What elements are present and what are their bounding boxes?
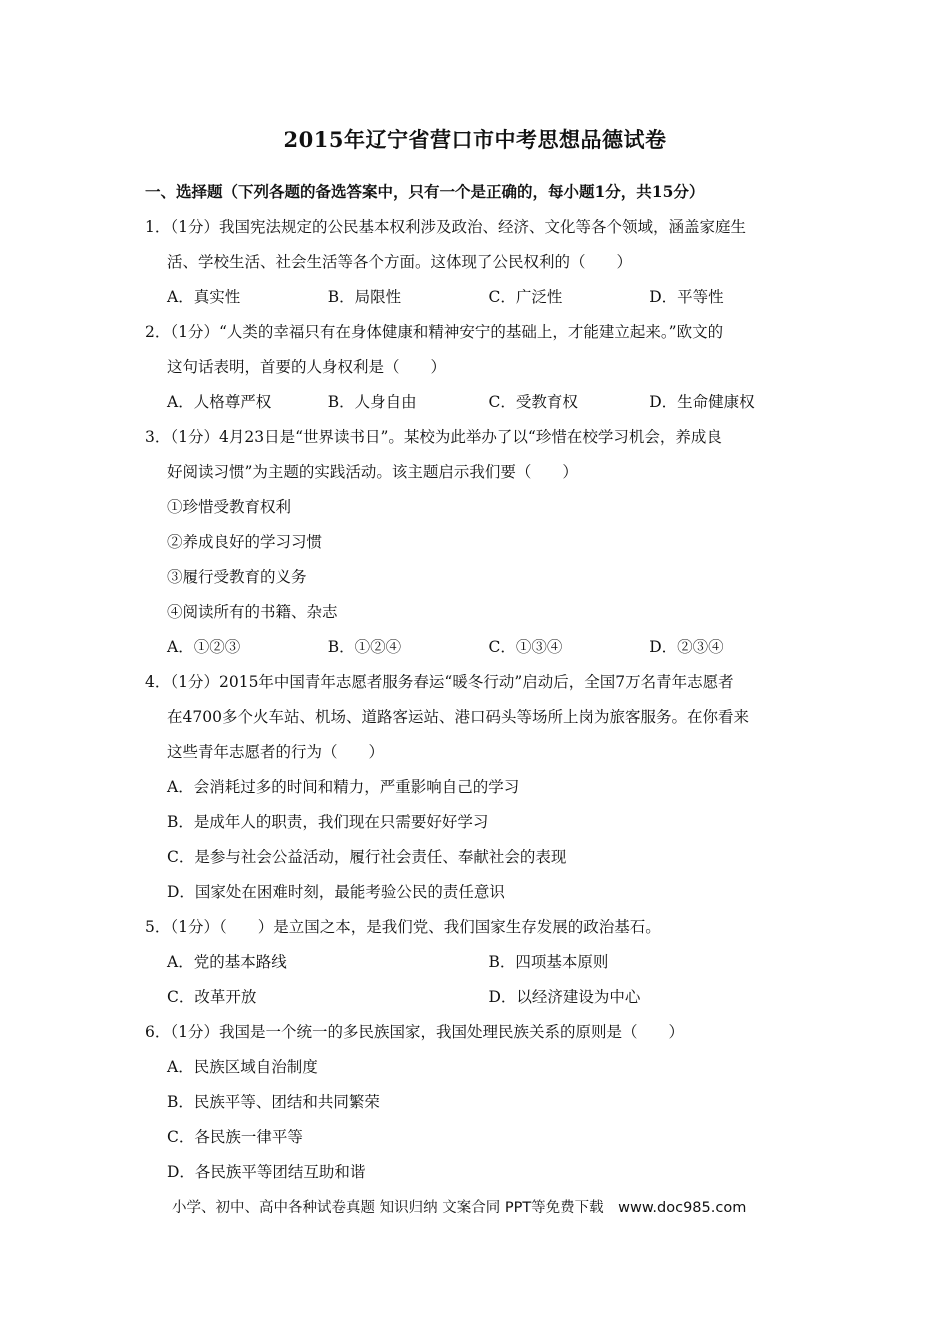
option-a[interactable]: A．①②③ — [167, 638, 241, 656]
option-d[interactable]: D．生命健康权 — [649, 393, 755, 411]
statement-item-3: ③履行受教育的义务 — [167, 568, 307, 586]
question-6 — [145, 1019, 810, 1194]
option-a[interactable]: A．人格尊严权 — [167, 393, 272, 411]
stem-line: （1分）4月23日是“世界读书日”。某校为此举办了以“珍惜在校学习机会，养成良 — [170, 428, 722, 446]
option-d[interactable]: D．各民族平等团结互助和谐 — [167, 1163, 366, 1181]
stem-line: 这些青年志愿者的行为（ ） — [167, 743, 385, 761]
section-heading: 一、选择题（下列各题的备选答案中，只有一个是正确的，每小题1分，共15分） — [145, 182, 705, 201]
option-a[interactable]: A．民族区域自治制度 — [167, 1058, 318, 1076]
option-c[interactable]: C．①③④ — [488, 638, 563, 656]
question-number: 4． — [145, 673, 171, 691]
option-c[interactable]: C．受教育权 — [488, 393, 578, 411]
question-number: 2． — [145, 323, 171, 341]
question-stem — [145, 424, 810, 459]
option-b[interactable]: B．是成年人的职责，我们现在只需要好好学习 — [167, 813, 489, 831]
option-c[interactable]: C．各民族一律平等 — [167, 1128, 303, 1146]
option-d[interactable]: D．国家处在困难时刻，最能考验公民的责任意识 — [167, 883, 505, 901]
stem-line: 在4700多个火车站、机场、道路客运站、港口码头等场所上岗为旅客服务。在你看来 — [167, 708, 749, 726]
option-b[interactable]: B．①②④ — [327, 638, 402, 656]
question-number: 3． — [145, 428, 171, 446]
option-row — [145, 634, 810, 669]
option-b[interactable]: B．人身自由 — [327, 393, 417, 411]
question-stem — [145, 914, 810, 949]
question-list — [145, 214, 810, 1194]
option-d[interactable]: D．以经济建设为中心 — [488, 988, 641, 1006]
page-title: 2015年辽宁省营口市中考思想品德试卷 — [283, 127, 667, 152]
option-row — [145, 284, 810, 319]
stem-line: （1分）“人类的幸福只有在身体健康和精神安宁的基础上，才能建立起来。”欧文的 — [170, 323, 724, 341]
question-4 — [145, 669, 810, 914]
question-number: 1． — [145, 218, 171, 236]
question-stem — [145, 1019, 810, 1054]
question-1 — [145, 214, 810, 319]
option-b[interactable]: B．四项基本原则 — [488, 953, 609, 971]
stem-line: （1分）我国是一个统一的多民族国家，我国处理民族关系的原则是（ ） — [170, 1023, 684, 1041]
footer-watermark-text: 小学、初中、高中各种试卷真题 知识归纳 文案合同 PPT等免费下载 www.doc985.com — [172, 1200, 747, 1216]
question-2 — [145, 319, 810, 424]
statement-item-2: ②养成良好的学习习惯 — [167, 533, 323, 551]
question-stem — [145, 669, 810, 704]
option-row — [145, 949, 810, 984]
question-number: 5． — [145, 918, 171, 936]
option-b[interactable]: B．局限性 — [327, 288, 402, 306]
question-number: 6． — [145, 1023, 171, 1041]
option-a[interactable]: A．真实性 — [167, 288, 241, 306]
option-c[interactable]: C．广泛性 — [488, 288, 563, 306]
option-d[interactable]: D．②③④ — [649, 638, 724, 656]
question-5 — [145, 914, 810, 1019]
option-d[interactable]: D．平等性 — [649, 288, 724, 306]
stem-line: （1分）2015年中国青年志愿者服务春运“暖冬行动”启动后，全国7万名青年志愿者 — [170, 673, 734, 691]
option-row — [145, 389, 810, 424]
option-c[interactable]: C．改革开放 — [167, 988, 257, 1006]
question-3 — [145, 424, 810, 669]
statement-item-1: ①珍惜受教育权利 — [167, 498, 292, 516]
option-a[interactable]: A．党的基本路线 — [167, 953, 287, 971]
stem-line: 好阅读习惯”为主题的实践活动。该主题启示我们要（ ） — [167, 463, 578, 481]
stem-line: 这句话表明，首要的人身权利是（ ） — [167, 358, 447, 376]
option-row — [145, 984, 810, 1019]
stem-line: 活、学校生活、社会生活等各个方面。这体现了公民权利的（ ） — [167, 253, 633, 271]
question-stem — [145, 319, 810, 354]
statement-item-4: ④阅读所有的书籍、杂志 — [167, 603, 338, 621]
question-stem — [145, 214, 810, 249]
option-b[interactable]: B．民族平等、团结和共同繁荣 — [167, 1093, 380, 1111]
option-a[interactable]: A．会消耗过多的时间和精力，严重影响自己的学习 — [167, 778, 520, 796]
stem-line: （1分）（ ）是立国之本，是我们党、我们国家生存发展的政治基石。 — [170, 918, 661, 936]
option-c[interactable]: C．是参与社会公益活动，履行社会责任、奉献社会的表现 — [167, 848, 567, 866]
stem-line: （1分）我国宪法规定的公民基本权利涉及政治、经济、文化等各个领域，涵盖家庭生 — [170, 218, 746, 236]
